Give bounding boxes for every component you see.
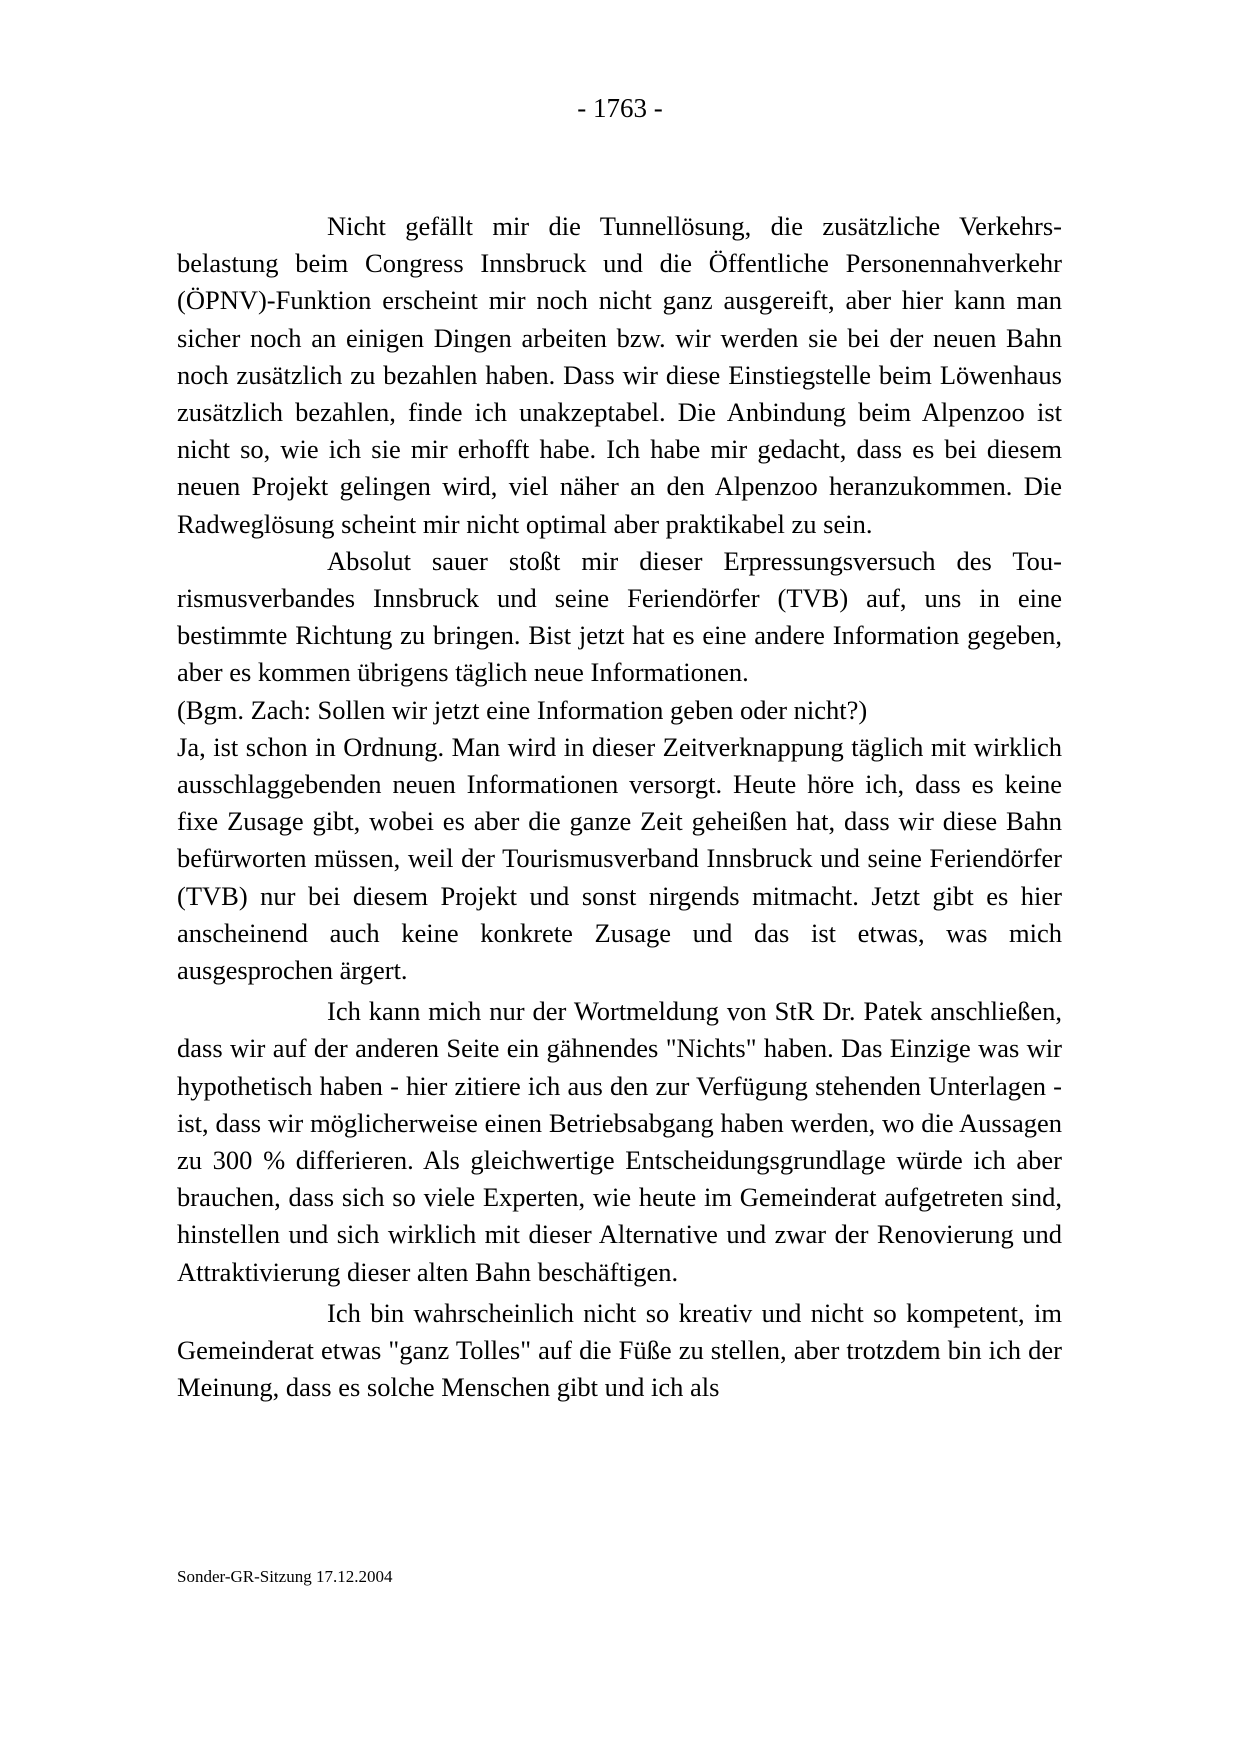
interjection-mayor: (Bgm. Zach: Sollen wir jetzt eine Information geben oder nicht?) <box>177 694 868 725</box>
paragraph-tourism-association: Absolut sauer stoßt mir dieser Erpressungsversuch des Tourismusverbandes Innsbruck und seine Feriendörfer (TVB) auf, uns in eine bestimmte Richtung zu bringen. Bist jetzt hat es eine andere Information gegeben, aber es kommen übrigens täglich neue Informationen. <box>177 545 1062 688</box>
paragraph-tunnel-solution: Nicht gefällt mir die Tunnellösung, die zusätzliche Verkehrsbelastung beim Congress Innsbruck und die Öffentliche Personennahverkehr (ÖPNV)-Funktion erscheint mir noch nicht ganz ausgereift, aber hier kann man sicher noch an einigen Dingen arbeiten bzw. wir werden sie bei der neuen Bahn noch zusätzlich zu bezahlen haben. Dass wir diese Einstiegstelle beim Löwenhaus zusätzlich bezahlen, finde ich unakzeptabel. Die Anbindung beim Alpenzoo ist nicht so, wie ich sie mir erhofft habe. Ich habe mir gedacht, dass es bei diesem neuen Projekt gelingen wird, viel näher an den Alpenzoo heranzukommen. Die Radweglösung scheint mir nicht optimal aber praktikabel zu sein. <box>177 211 1062 539</box>
footer-session-info: Sonder-GR-Sitzung 17.12.2004 <box>177 1567 393 1586</box>
paragraph-response: Ja, ist schon in Ordnung. Man wird in dieser Zeitverknappung täglich mit wirklich ausschlaggebenden neuen Informationen versorgt. Heute höre ich, dass es keine fixe Zusage gibt, wobei es aber die ganze Zeit geheißen hat, dass wir diese Bahn befürworten müssen, weil der Tourismusverband Innsbruck und seine Feriendörfer (TVB) nur bei diesem Projekt und sonst nirgends mitmacht. Jetzt gibt es hier anscheinend auch keine konkrete Zusage und das ist etwas, was mich ausgesprochen ärgert. <box>177 731 1062 986</box>
page-number: - 1763 - <box>577 93 663 123</box>
paragraph-alternative: Ich kann mich nur der Wortmeldung von StR Dr. Patek anschließen, dass wir auf der anderen Seite ein gähnendes "Nichts" haben. Das Einzige was wir hypothetisch haben - hier zitiere ich aus den zur Verfügung stehenden Unterlagen - ist, dass wir möglicherweise einen Betriebsabgang haben werden, wo die Aussagen zu 300 % differieren. Als gleichwertige Entscheidungsgrundlage würde ich aber brauchen, dass sich so viele Experten, wie heute im Gemeinderat aufgetreten sind, hinstellen und sich wirklich mit dieser Alternative und zwar der Renovierung und Attraktivierung dieser alten Bahn beschäftigen. <box>177 996 1062 1287</box>
paragraph-experts: Ich bin wahrscheinlich nicht so kreativ und nicht so kompetent, im Gemeinderat etwas "ganz Tolles" auf die Füße zu stellen, aber trotzdem bin ich der Meinung, dass es solche Menschen gibt und ich als <box>177 1297 1062 1403</box>
document-body <box>177 208 1062 1407</box>
